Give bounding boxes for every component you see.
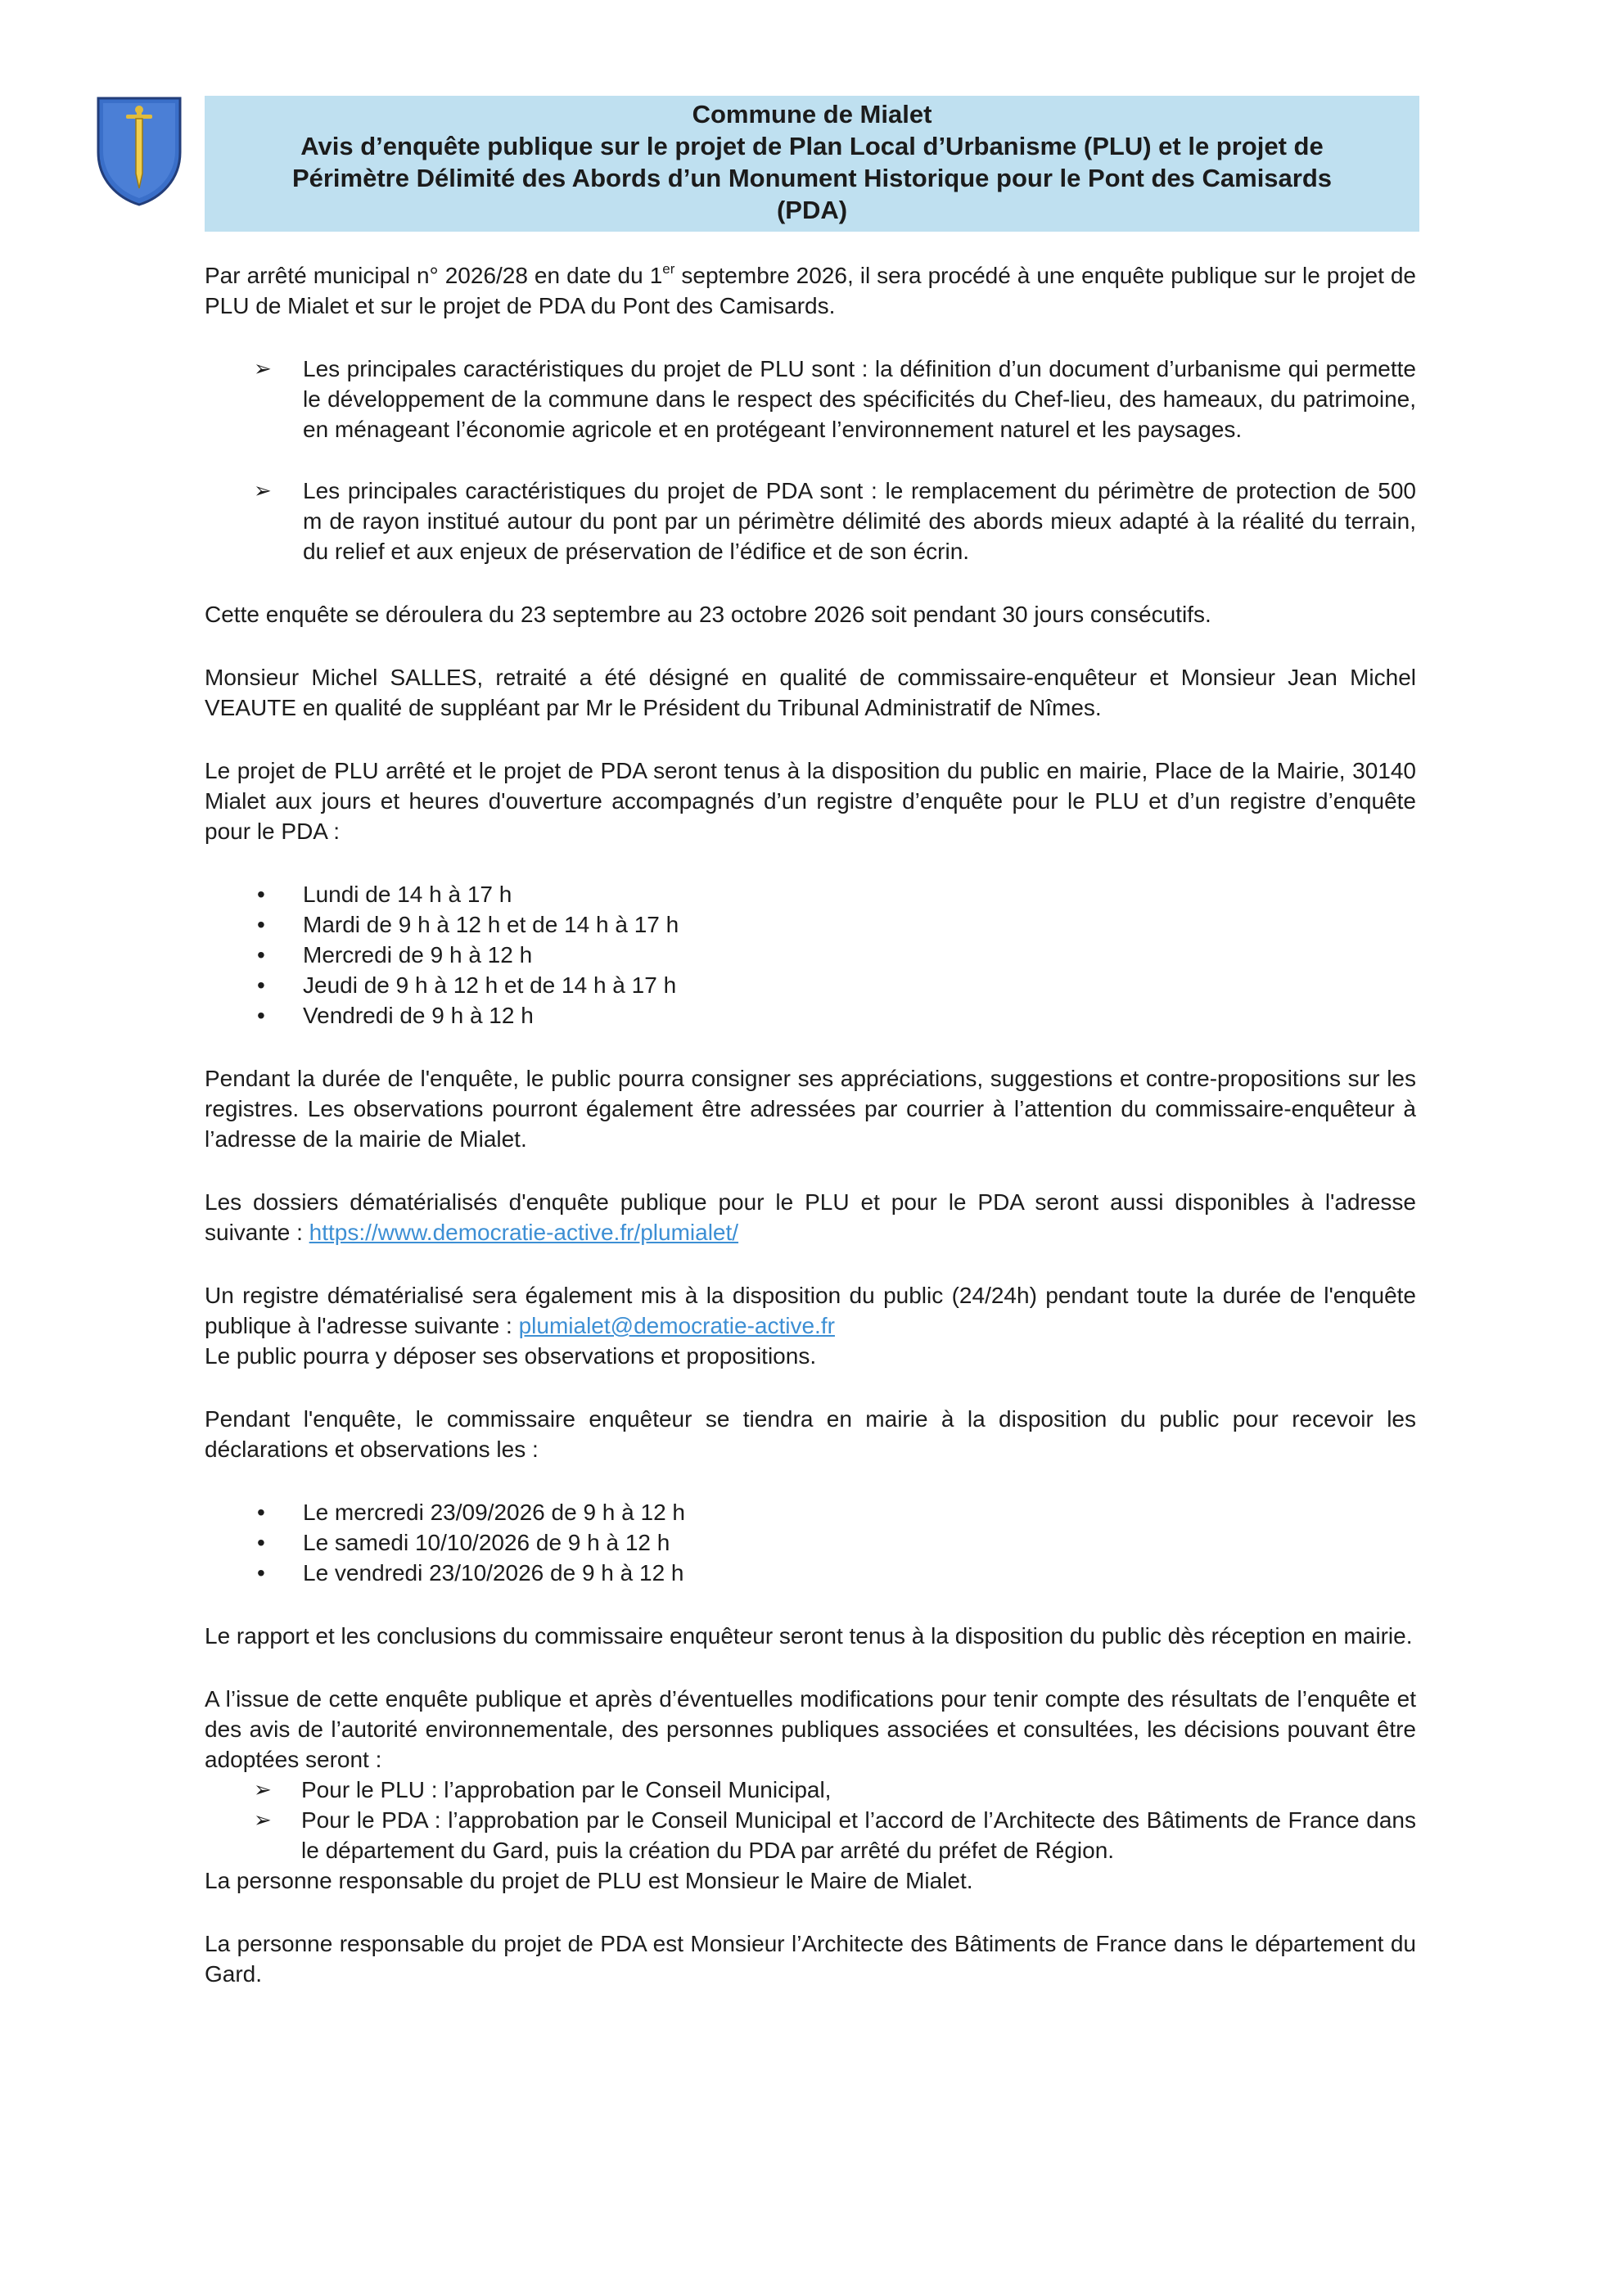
online-register-paragraph: Un registre dématérialisé sera également mis à la disposition du public (24/24h) pendant toute la durée de l'enquête publique à l'adresse suivante : plumialet@democratie-active.fr bbox=[205, 1283, 1416, 1338]
permanences-list bbox=[205, 1497, 1416, 1588]
list-item: • Le samedi 10/10/2026 de 9 h à 12 h bbox=[205, 1527, 1416, 1558]
list-item: ➢ Pour le PLU : l’approbation par le Conseil Municipal, bbox=[205, 1775, 1416, 1805]
notice-title-line-3: (PDA) bbox=[776, 196, 848, 224]
notice-body bbox=[205, 260, 1416, 2022]
characteristics-list bbox=[205, 354, 1416, 566]
bullet-icon: • bbox=[257, 1003, 265, 1028]
list-item: • Le mercredi 23/09/2026 de 9 h à 12 h bbox=[205, 1497, 1416, 1527]
availability-paragraph: Le projet de PLU arrêté et le projet de PDA seront tenus à la disposition du public en mairie, Place de la Mairie, 30140 Mialet aux jours et heures d'ouverture accompagnés d’un registre d’enquête pour le PLU et d’un registre d’enquête pour le PDA : bbox=[205, 758, 1416, 844]
notice-title-line-1: Avis d’enquête publique sur le projet de Plan Local d’Urbanisme (PLU) et le projet de bbox=[300, 132, 1324, 160]
decisions-intro: A l’issue de cette enquête publique et après d’éventuelles modifications pour tenir compte des résultats de l’enquête et des avis de l’autorité environnementale, des personnes publiques associées et consultées, les décisions pouvant être adoptées seront : bbox=[205, 1686, 1416, 1772]
arrow-bullet-icon: ➢ bbox=[254, 1807, 272, 1832]
bullet-icon: • bbox=[257, 912, 265, 937]
list-item: ➢ Les principales caractéristiques du projet de PDA sont : le remplacement du périmètre de protection de 500 m de rayon institué autour du pont par un périmètre délimité des abords mieux adapté à la réalité du terrain, du relief et aux enjeux de préservation de l’édifice et de son écrin. bbox=[205, 476, 1416, 566]
permanences-intro: Pendant l'enquête, le commissaire enquêteur se tiendra en mairie à la disposition du public pour recevoir les déclarations et observations les : bbox=[205, 1406, 1416, 1462]
responsible-pda-paragraph: La personne responsable du projet de PDA est Monsieur l’Architecte des Bâtiments de France dans le département du Gard. bbox=[205, 1931, 1416, 1987]
notice-title-line-2: Périmètre Délimité des Abords d’un Monument Historique pour le Pont des Camisards bbox=[291, 164, 1333, 192]
online-files-link[interactable]: https://www.democratie-active.fr/plumialet/ bbox=[309, 1220, 739, 1245]
observations-paragraph: Pendant la durée de l'enquête, le public pourra consigner ses appréciations, suggestions et contre-propositions sur les registres. Les observations pourront également être adressées par courrier à l’attention du commissaire-enquêteur à l’adresse de la mairie de Mialet. bbox=[205, 1066, 1416, 1152]
bullet-icon: • bbox=[257, 972, 265, 998]
commissioner-paragraph: Monsieur Michel SALLES, retraité a été désigné en qualité de commissaire-enquêteur et Monsieur Jean Michel VEAUTE en qualité de suppléant par Mr le Président du Tribunal Administratif de Nîmes. bbox=[205, 665, 1416, 720]
list-item: • Lundi de 14 h à 17 h bbox=[205, 879, 1416, 909]
responsible-plu-paragraph: La personne responsable du projet de PLU est Monsieur le Maire de Mialet. bbox=[205, 1868, 973, 1893]
list-item: • Le vendredi 23/10/2026 de 9 h à 12 h bbox=[205, 1558, 1416, 1588]
online-files-paragraph: Les dossiers dématérialisés d'enquête publique pour le PLU et pour le PDA seront aussi disponibles à l'adresse suivante : https://www.democratie-active.fr/plumialet/ bbox=[205, 1189, 1416, 1245]
bullet-icon: • bbox=[257, 882, 265, 907]
report-paragraph: Le rapport et les conclusions du commissaire enquêteur seront tenus à la disposition du public dès réception en mairie. bbox=[205, 1623, 1413, 1649]
opening-hours-list bbox=[205, 879, 1416, 1031]
list-item: • Mercredi de 9 h à 12 h bbox=[205, 940, 1416, 970]
arrow-bullet-icon: ➢ bbox=[254, 1777, 272, 1802]
arrow-bullet-icon: ➢ bbox=[254, 356, 272, 381]
decisions-list bbox=[205, 1775, 1416, 1865]
intro-paragraph: Par arrêté municipal n° 2026/28 en date du 1er septembre 2026, il sera procédé à une enquête publique sur le projet de PLU de Mialet et sur le projet de PDA du Pont des Camisards. bbox=[205, 260, 1416, 318]
bullet-icon: • bbox=[257, 1530, 265, 1555]
list-item: • Vendredi de 9 h à 12 h bbox=[205, 1000, 1416, 1031]
bullet-icon: • bbox=[257, 1500, 265, 1525]
bullet-icon: • bbox=[257, 942, 265, 968]
register-email-link[interactable]: plumialet@democratie-active.fr bbox=[518, 1313, 835, 1338]
list-item: • Jeudi de 9 h à 12 h et de 14 h à 17 h bbox=[205, 970, 1416, 1000]
notice-title-band bbox=[205, 96, 1419, 232]
list-item: ➢ Les principales caractéristiques du projet de PLU sont : la définition d’un document d’urbanisme qui permette le développement de la commune dans le respect des spécificités du Chef-lieu, des hameaux, du patrimoine, en ménageant l’économie agricole et en protégeant l’environnement naturel et les paysages. bbox=[205, 354, 1416, 444]
online-register-note: Le public pourra y déposer ses observations et propositions. bbox=[205, 1343, 817, 1369]
list-item: • Mardi de 9 h à 12 h et de 14 h à 17 h bbox=[205, 909, 1416, 940]
duration-paragraph: Cette enquête se déroulera du 23 septembre au 23 octobre 2026 soit pendant 30 jours consécutifs. bbox=[205, 602, 1211, 627]
bullet-icon: • bbox=[257, 1560, 265, 1586]
commune-name: Commune de Mialet bbox=[692, 100, 932, 129]
arrow-bullet-icon: ➢ bbox=[254, 478, 272, 503]
coat-of-arms-sword-icon bbox=[95, 95, 183, 208]
list-item: ➢ Pour le PDA : l’approbation par le Conseil Municipal et l’accord de l’Architecte des Bâtiments de France dans le département du Gard, puis la création du PDA par arrêté du préfet de Région. bbox=[205, 1805, 1416, 1865]
